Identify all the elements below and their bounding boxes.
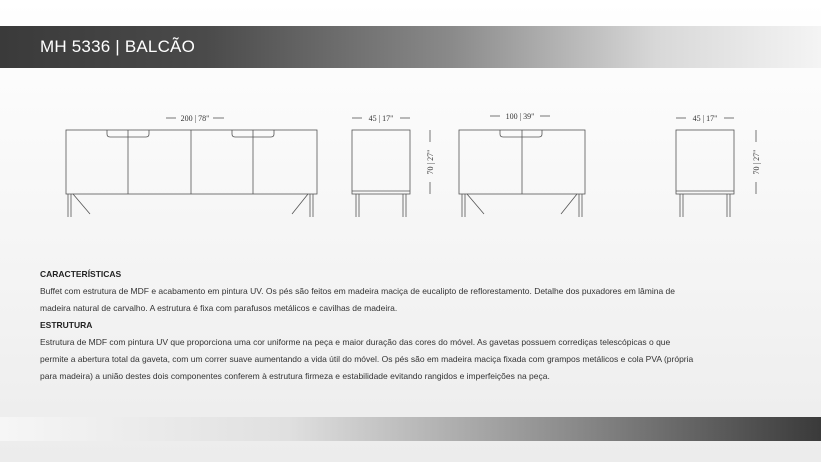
handle [500, 130, 542, 137]
specifications [40, 266, 780, 385]
dim-width-large: 200 | 78" [180, 114, 210, 123]
technical-drawings [0, 100, 821, 230]
side-view-2 [676, 118, 756, 217]
product-title: MH 5336 | BALCÃO [40, 37, 196, 56]
front-view-large [66, 118, 317, 217]
characteristics-text: Buffet com estrutura de MDF e acabamento em pintura UV. Os pés são feitos em madeira maciça de eucalipto de reflorestamento. Detalhe dos puxadores em lâmina de [40, 286, 675, 296]
characteristics-heading: CARACTERÍSTICAS [40, 269, 122, 279]
cabinet-side [352, 130, 410, 194]
structure-heading: ESTRUTURA [40, 320, 93, 330]
footer-bar [0, 417, 821, 441]
structure-text: permite a abertura total da gaveta, com um correr suave aumentando a vida útil do móvel. Os pés são em madeira maciça fixada com grampos metálicos e cola PVA (própria [40, 354, 694, 364]
cabinet-side [676, 130, 734, 194]
cabinet-leg [73, 194, 90, 214]
dim-height-1: 70 | 27" [426, 149, 435, 175]
dim-height-2: 70 | 27" [752, 149, 761, 175]
front-view-small [459, 116, 585, 217]
structure-text: para madeira) a união destes dois componentes conferem à estrutura firmeza e estabilidade evitando rangidos e imperfeições na peça. [40, 371, 550, 381]
side-view-1 [352, 118, 430, 217]
cabinet-leg [561, 194, 577, 214]
cabinet-leg [467, 194, 484, 214]
structure-text: Estrutura de MDF com pintura UV que proporciona uma cor uniforme na peça e maior duração das cores do móvel. As gavetas possuem corrediças telescópicas o que [40, 337, 671, 347]
cabinet-body [66, 130, 317, 194]
characteristics-text: madeira natural de carvalho. A estrutura é fixa com parafusos metálicos e cavilhas de madeira. [40, 303, 398, 313]
dim-width-small: 100 | 39" [505, 112, 535, 121]
dim-depth-2: 45 | 17" [692, 114, 718, 123]
header-bar [0, 26, 821, 68]
cabinet-leg [292, 194, 308, 214]
dim-depth-1: 45 | 17" [368, 114, 394, 123]
